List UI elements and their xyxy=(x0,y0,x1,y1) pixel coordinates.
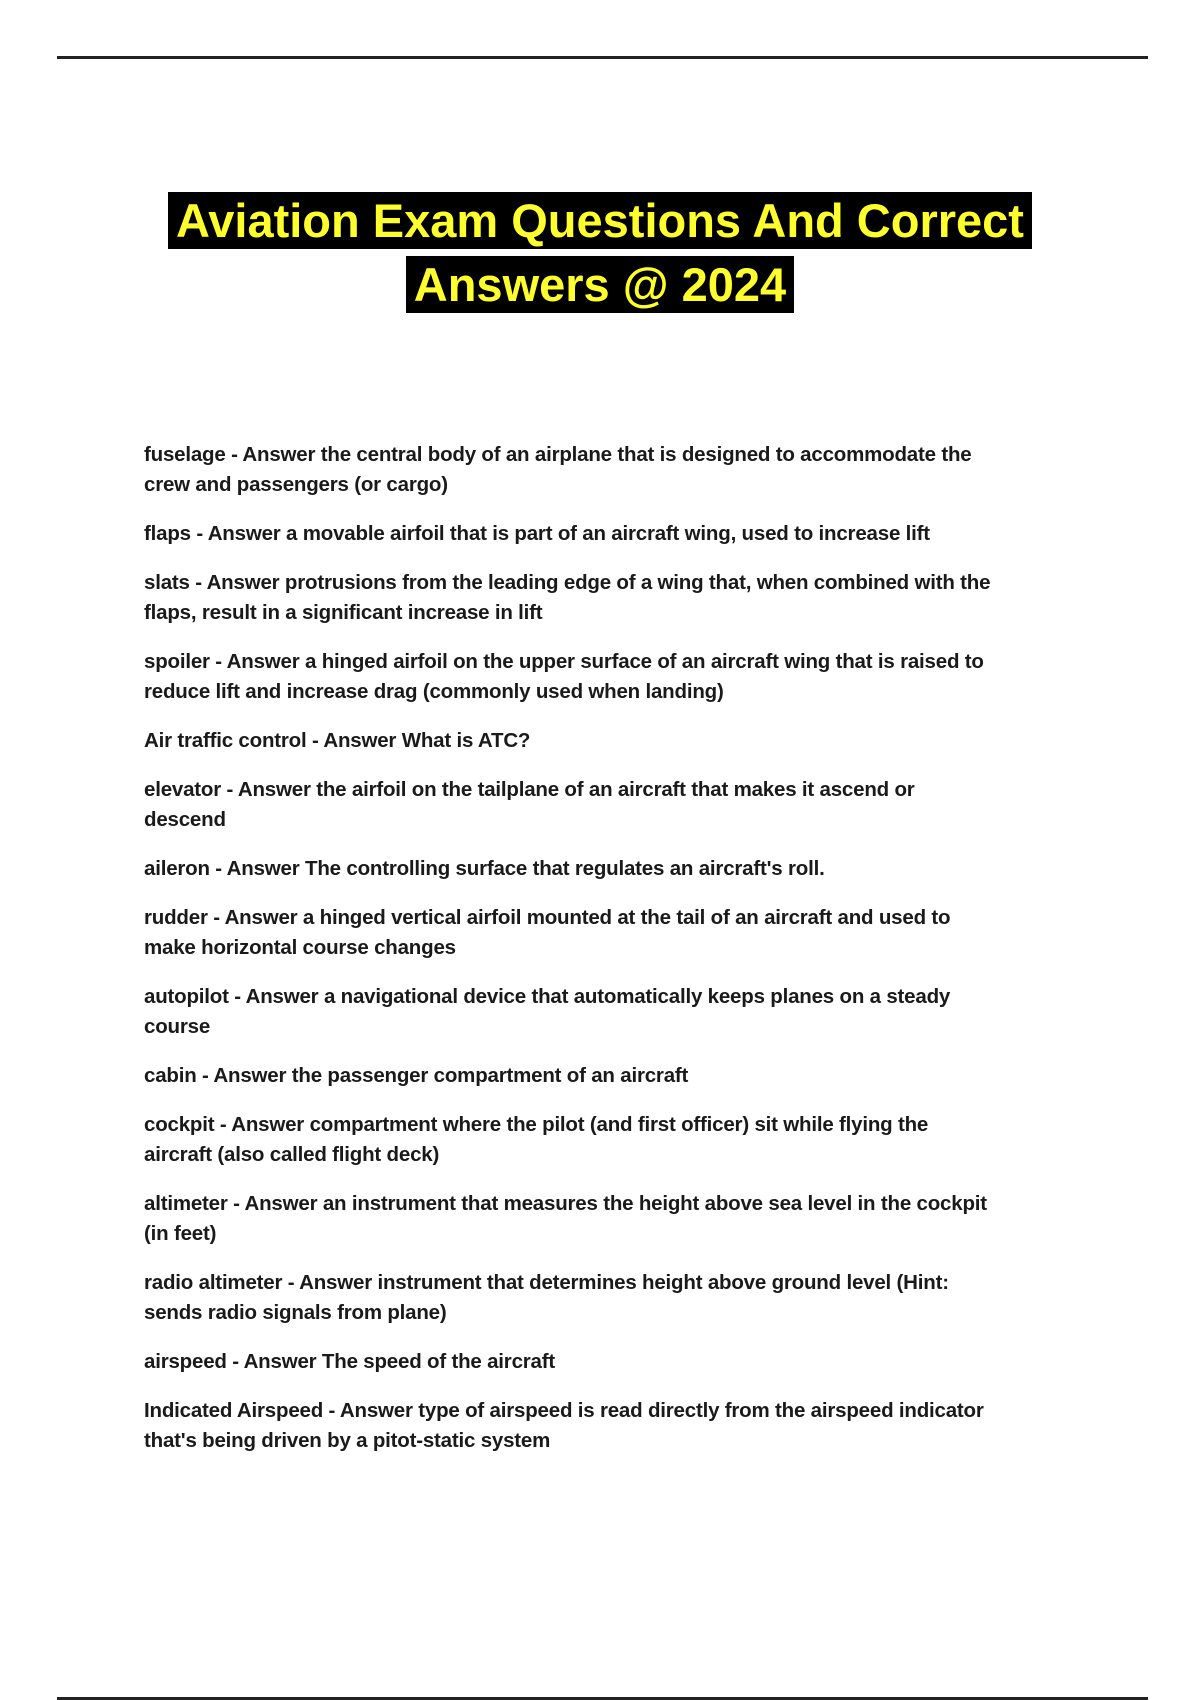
qa-entry-line: reduce lift and increase drag (commonly used when landing) xyxy=(144,680,724,703)
qa-entry-line: aileron - Answer The controlling surface that regulates an aircraft's roll. xyxy=(144,857,825,880)
qa-entry xyxy=(144,1110,1104,1170)
qa-entry-line: flaps, result in a significant increase in lift xyxy=(144,601,543,624)
qa-entry-line: course xyxy=(144,1015,211,1038)
qa-entry-line: descend xyxy=(144,808,226,831)
qa-entry xyxy=(144,1189,1104,1249)
title-line-1: Aviation Exam Questions And Correct xyxy=(168,192,1032,249)
qa-list xyxy=(144,440,1104,1475)
qa-entry xyxy=(144,647,1104,707)
qa-entry xyxy=(144,519,1104,549)
qa-entry-line: airspeed - Answer The speed of the aircraft xyxy=(144,1350,556,1373)
header-rule xyxy=(57,56,1148,59)
qa-entry-line: altimeter - Answer an instrument that measures the height above sea level in the cockpit xyxy=(144,1192,987,1215)
qa-entry xyxy=(144,1268,1104,1328)
qa-entry-line: elevator - Answer the airfoil on the tailplane of an aircraft that makes it ascend or xyxy=(144,778,915,801)
qa-entry xyxy=(144,568,1104,628)
qa-entry-line: (in feet) xyxy=(144,1222,217,1245)
qa-entry xyxy=(144,1061,1104,1091)
qa-entry xyxy=(144,775,1104,835)
qa-entry-line: aircraft (also called flight deck) xyxy=(144,1143,440,1166)
qa-entry xyxy=(144,982,1104,1042)
qa-entry xyxy=(144,440,1104,500)
qa-entry-line: crew and passengers (or cargo) xyxy=(144,473,448,496)
qa-entry-line: radio altimeter - Answer instrument that determines height above ground level (Hint: xyxy=(144,1271,949,1294)
qa-entry-line: sends radio signals from plane) xyxy=(144,1301,447,1324)
qa-entry-line: cockpit - Answer compartment where the pilot (and first officer) sit while flying the xyxy=(144,1113,929,1136)
qa-entry-line: flaps - Answer a movable airfoil that is part of an aircraft wing, used to increase lift xyxy=(144,522,930,545)
qa-entry-line: that's being driven by a pitot-static system xyxy=(144,1429,551,1452)
title-line-2: Answers @ 2024 xyxy=(406,256,794,313)
qa-entry xyxy=(144,726,1104,756)
qa-entry xyxy=(144,1396,1104,1456)
qa-entry-line: spoiler - Answer a hinged airfoil on the upper surface of an aircraft wing that is raised to xyxy=(144,650,984,673)
qa-entry xyxy=(144,903,1104,963)
qa-entry xyxy=(144,1347,1104,1377)
qa-entry-line: make horizontal course changes xyxy=(144,936,456,959)
qa-entry xyxy=(144,854,1104,884)
qa-entry-line: slats - Answer protrusions from the leading edge of a wing that, when combined with the xyxy=(144,571,991,594)
qa-entry-line: fuselage - Answer the central body of an airplane that is designed to accommodate the xyxy=(144,443,972,466)
qa-entry-line: autopilot - Answer a navigational device that automatically keeps planes on a steady xyxy=(144,985,951,1008)
document-title xyxy=(0,192,1200,320)
qa-entry-line: cabin - Answer the passenger compartment of an aircraft xyxy=(144,1064,689,1087)
qa-entry-line: Indicated Airspeed - Answer type of airspeed is read directly from the airspeed indicator xyxy=(144,1399,984,1422)
qa-entry-line: Air traffic control - Answer What is ATC? xyxy=(144,729,531,752)
qa-entry-line: rudder - Answer a hinged vertical airfoil mounted at the tail of an aircraft and used to xyxy=(144,906,951,929)
